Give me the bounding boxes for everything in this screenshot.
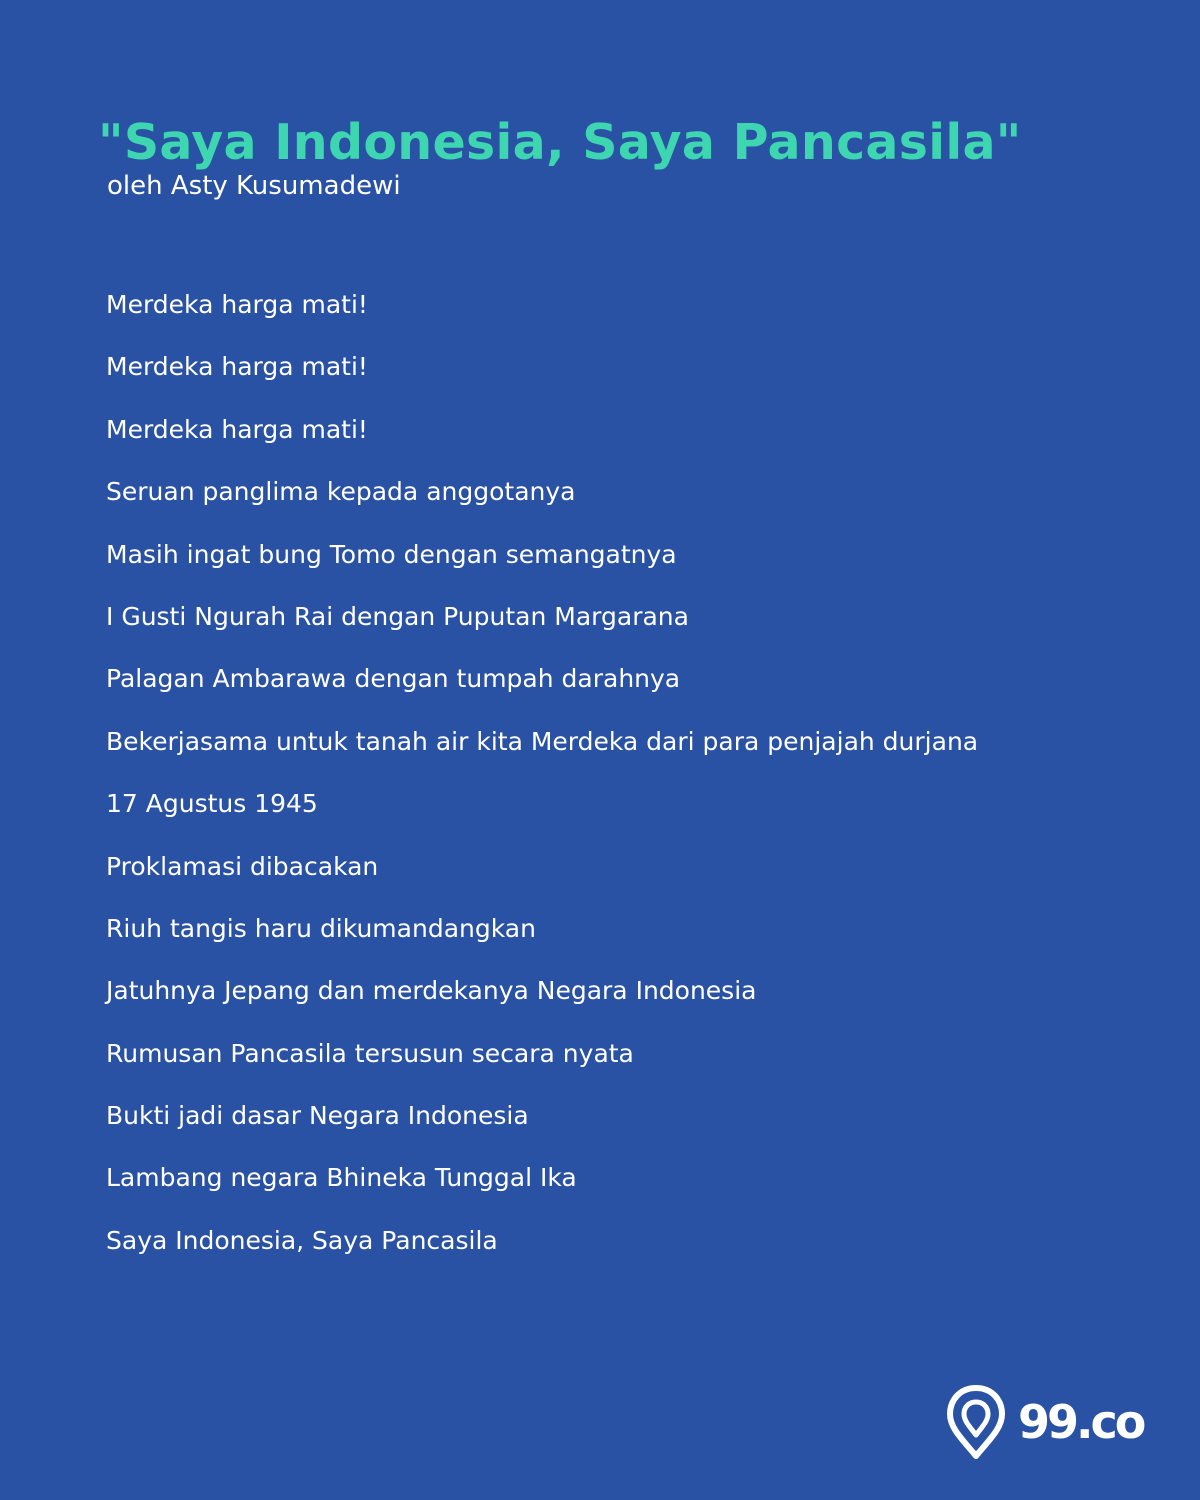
poem-body bbox=[106, 285, 978, 1283]
poem-line: Seruan panglima kepada anggotanya bbox=[106, 477, 576, 507]
poem-title: "Saya Indonesia, Saya Pancasila" bbox=[98, 114, 1022, 171]
location-pin-icon bbox=[946, 1385, 1006, 1459]
brand-name: 99.co bbox=[1018, 1395, 1144, 1449]
poem-line: Merdeka harga mati! bbox=[106, 290, 368, 319]
poem-line: Bukti jadi dasar Negara Indonesia bbox=[106, 1101, 529, 1131]
poem-line: 17 Agustus 1945 bbox=[106, 789, 318, 819]
poem-line: Lambang negara Bhineka Tunggal Ika bbox=[106, 1163, 577, 1193]
brand-logo bbox=[946, 1384, 1150, 1460]
poem-line: Palagan Ambarawa dengan tumpah darahnya bbox=[106, 664, 681, 694]
poem-line: Merdeka harga mati! bbox=[106, 414, 368, 444]
poem-author: oleh Asty Kusumadewi bbox=[107, 171, 401, 201]
poem-line: Bekerjasama untuk tanah air kita Merdeka dari para penjajah durjana bbox=[106, 726, 979, 756]
poem-line: I Gusti Ngurah Rai dengan Puputan Margarana bbox=[106, 601, 689, 631]
poem-line: Jatuhnya Jepang dan merdekanya Negara Indonesia bbox=[106, 976, 757, 1006]
poem-line: Rumusan Pancasila tersusun secara nyata bbox=[106, 1038, 634, 1068]
poem-line: Merdeka harga mati! bbox=[106, 352, 368, 382]
poem-line: Proklamasi dibacakan bbox=[106, 851, 379, 881]
poem-line: Masih ingat bung Tomo dengan semangatnya bbox=[106, 539, 677, 569]
poem-line: Saya Indonesia, Saya Pancasila bbox=[106, 1225, 498, 1255]
poem-line: Riuh tangis haru dikumandangkan bbox=[106, 913, 536, 943]
